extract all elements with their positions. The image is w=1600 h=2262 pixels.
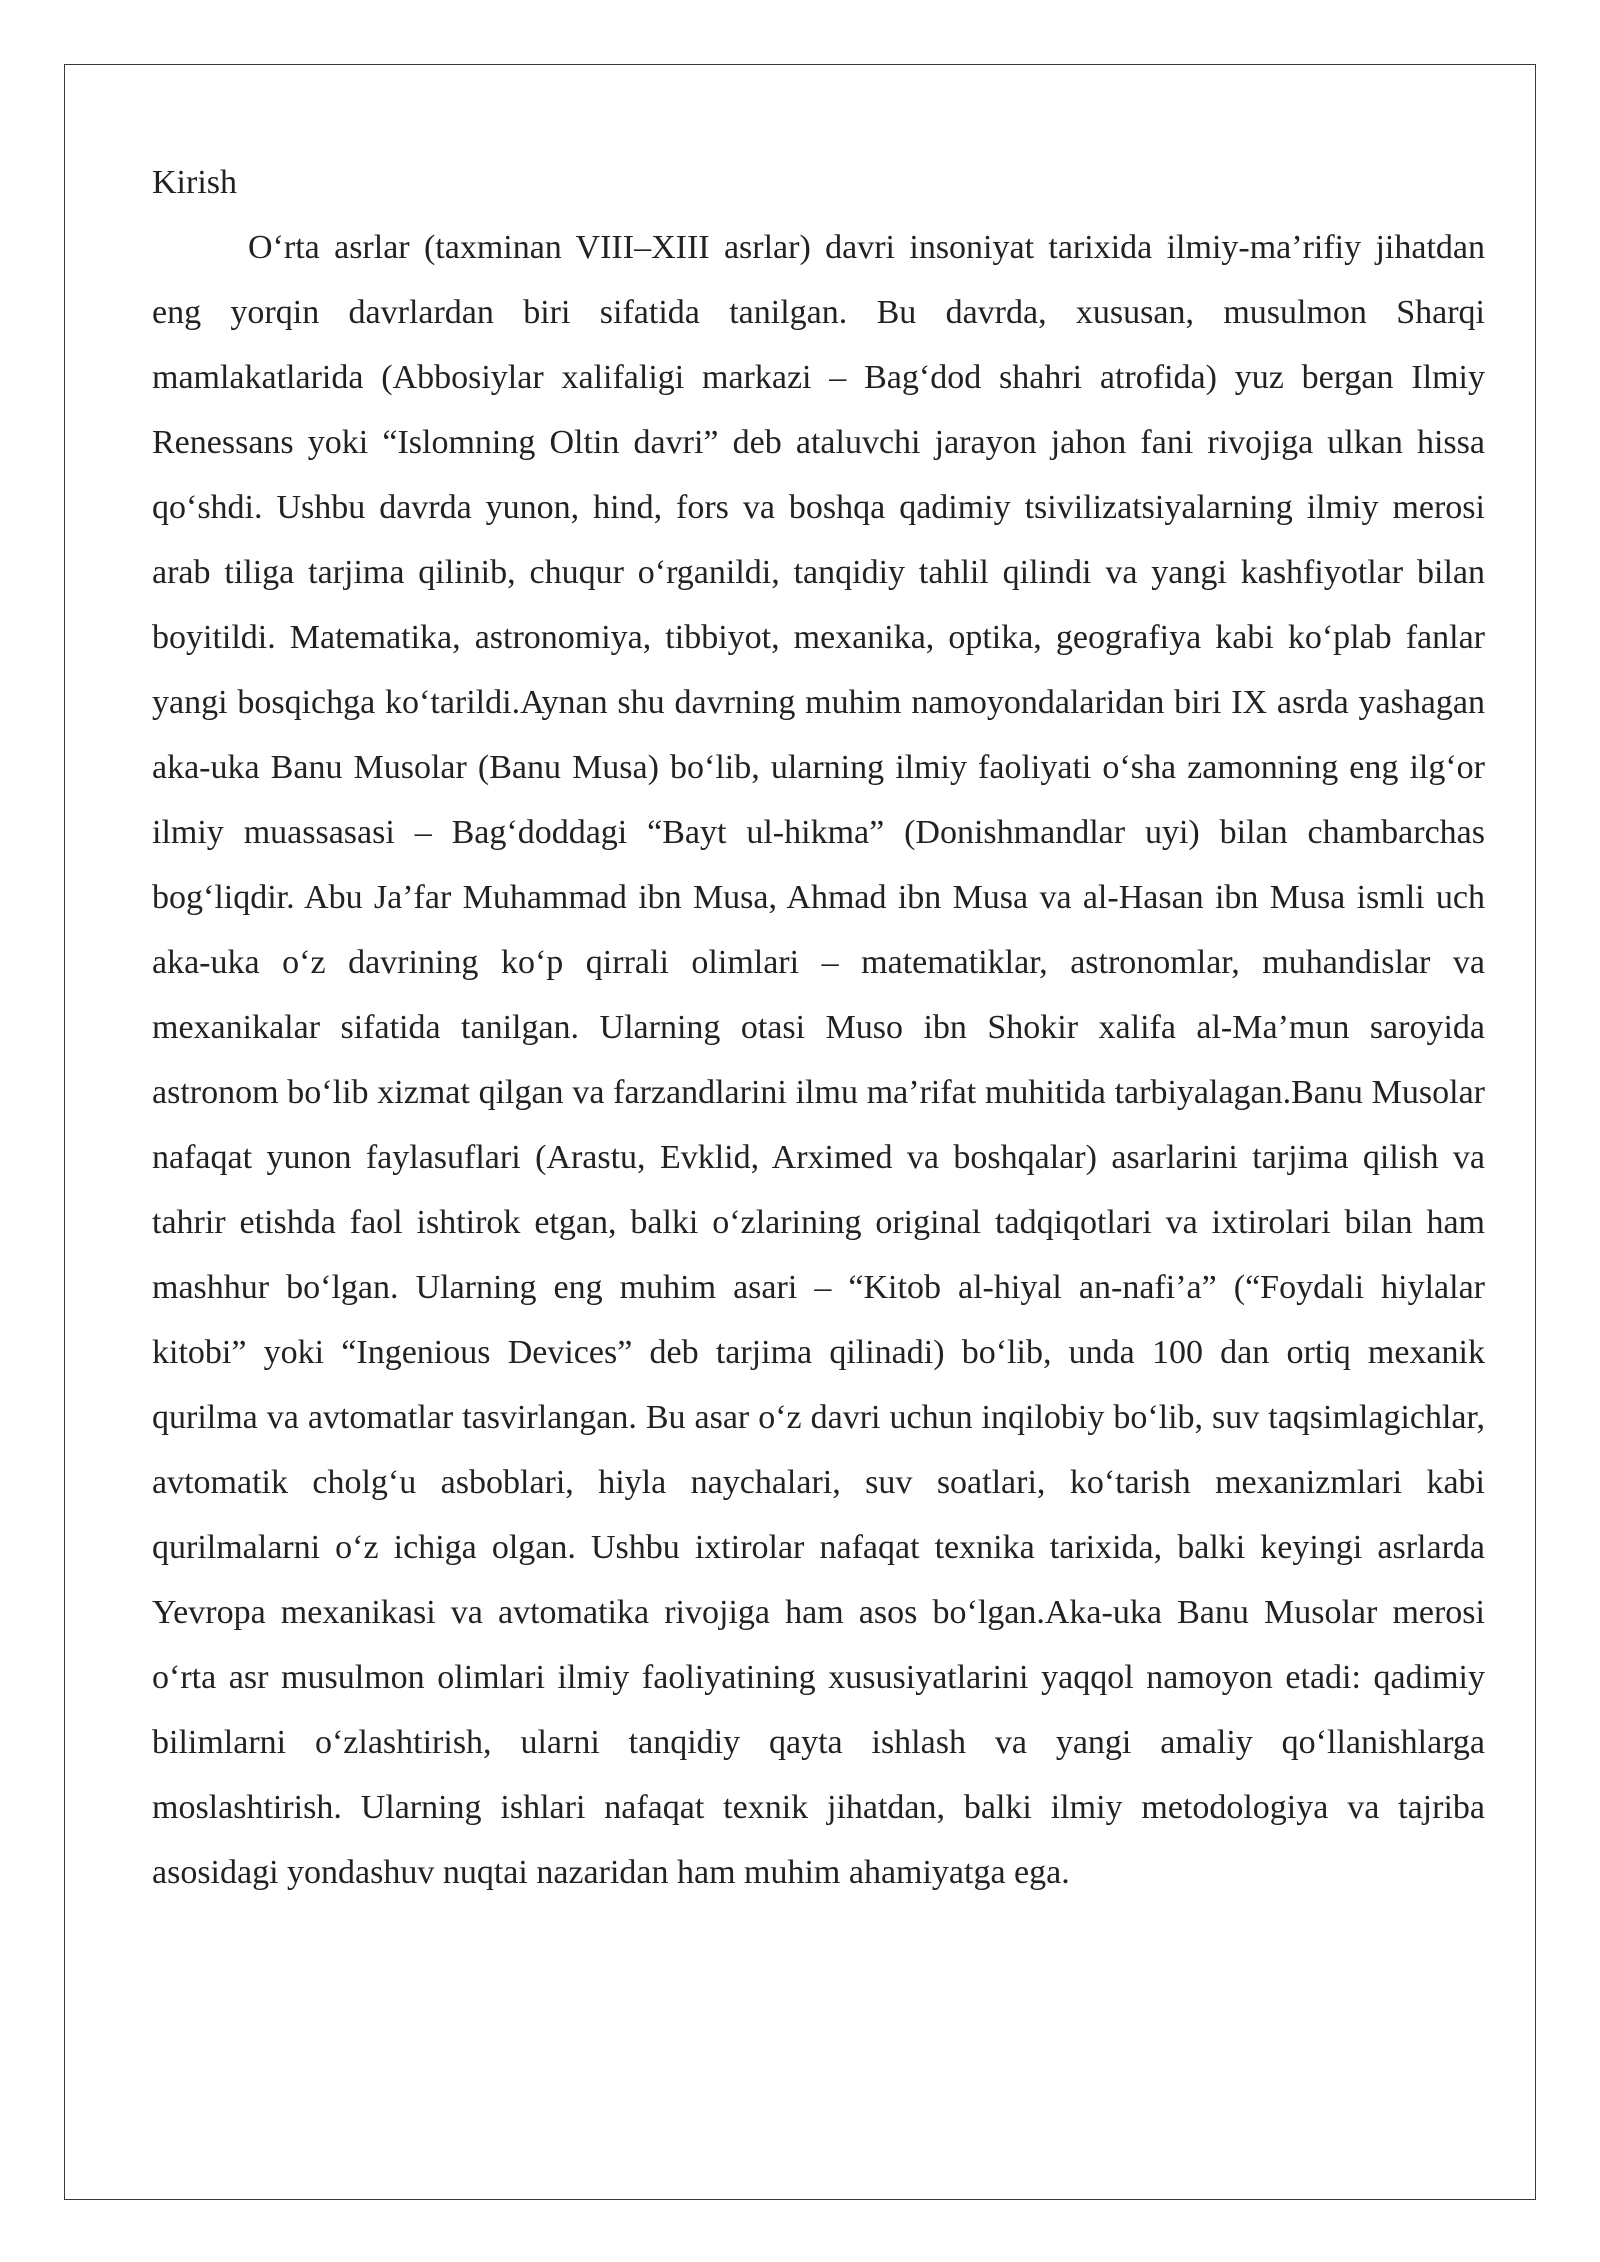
section-heading: Kirish bbox=[152, 164, 237, 201]
document-body bbox=[152, 150, 1485, 1905]
body-paragraph: O‘rta asrlar (taxminan VIII–XIII asrlar) davri insoniyat tarixida ilmiy-ma’rifiy jihatdan eng yorqin davrlardan biri sifatida tanilgan. Bu davrda, xususan, musulmon Sharqi mamlakatlarida (Abbosiylar xalifaligi markazi – Bag‘dod shahri atrofida) yuz bergan Ilmiy Renessans yoki “Islomning Oltin davri” deb ataluvchi jarayon jahon fani rivojiga ulkan hissa qo‘shdi. Ushbu davrda yunon, hind, fors va boshqa qadimiy tsivilizatsiyalarning ilmiy merosi arab tiliga tarjima qilinib, chuqur o‘rganildi, tanqidiy tahlil qilindi va yangi kashfiyotlar bilan boyitildi. Matematika, astronomiya, tibbiyot, mexanika, optika, geografiya kabi ko‘plab fanlar yangi bosqichga ko‘tarildi.Aynan shu davrning muhim namoyondalaridan biri IX asrda yashagan aka-uka Banu Musolar (Banu Musa) bo‘lib, ularning ilmiy faoliyati o‘sha zamonning eng ilg‘or ilmiy muassasasi – Bag‘doddagi “Bayt ul-hikma” (Donishmandlar uyi) bilan chambarchas bog‘liqdir. Abu Ja’far Muhammad ibn Musa, Ahmad ibn Musa va al-Hasan ibn Musa ismli uch aka-uka o‘z davrining ko‘p qirrali olimlari – matematiklar, astronomlar, muhandislar va mexanikalar sifatida tanilgan. Ularning otasi Muso ibn Shokir xalifa al-Ma’mun saroyida astronom bo‘lib xizmat qilgan va farzandlarini ilmu ma’rifat muhitida tarbiyalagan.Banu Musolar nafaqat yunon faylasuflari (Arastu, Evklid, Arximed va boshqalar) asarlarini tarjima qilish va tahrir etishda faol ishtirok etgan, balki o‘zlarining original tadqiqotlari va ixtirolari bilan ham mashhur bo‘lgan. Ularning eng muhim asari – “Kitob al-hiyal an-nafi’a” (“Foydali hiylalar kitobi” yoki “Ingenious Devices” deb tarjima qilinadi) bo‘lib, unda 100 dan ortiq mexanik qurilma va avtomatlar tasvirlangan. Bu asar o‘z davri uchun inqilobiy bo‘lib, suv taqsimlagichlar, avtomatik cholg‘u asboblari, hiyla naychalari, suv soatlari, ko‘tarish mexanizmlari kabi qurilmalarni o‘z ichiga olgan. Ushbu ixtirolar nafaqat texnika tarixida, balki keyingi asrlarda Yevropa mexanikasi va avtomatika rivojiga ham asos bo‘lgan.Aka-uka Banu Musolar merosi o‘rta asr musulmon olimlari ilmiy faoliyatining xususiyatlarini yaqqol namoyon etadi: qadimiy bilimlarni o‘zlashtirish, ularni tanqidiy qayta ishlash va yangi amaliy qo‘llanishlarga moslashtirish. Ularning ishlari nafaqat texnik jihatdan, balki ilmiy metodologiya va tajriba asosidagi yondashuv nuqtai nazaridan ham muhim ahamiyatga ega. bbox=[152, 229, 1485, 1891]
